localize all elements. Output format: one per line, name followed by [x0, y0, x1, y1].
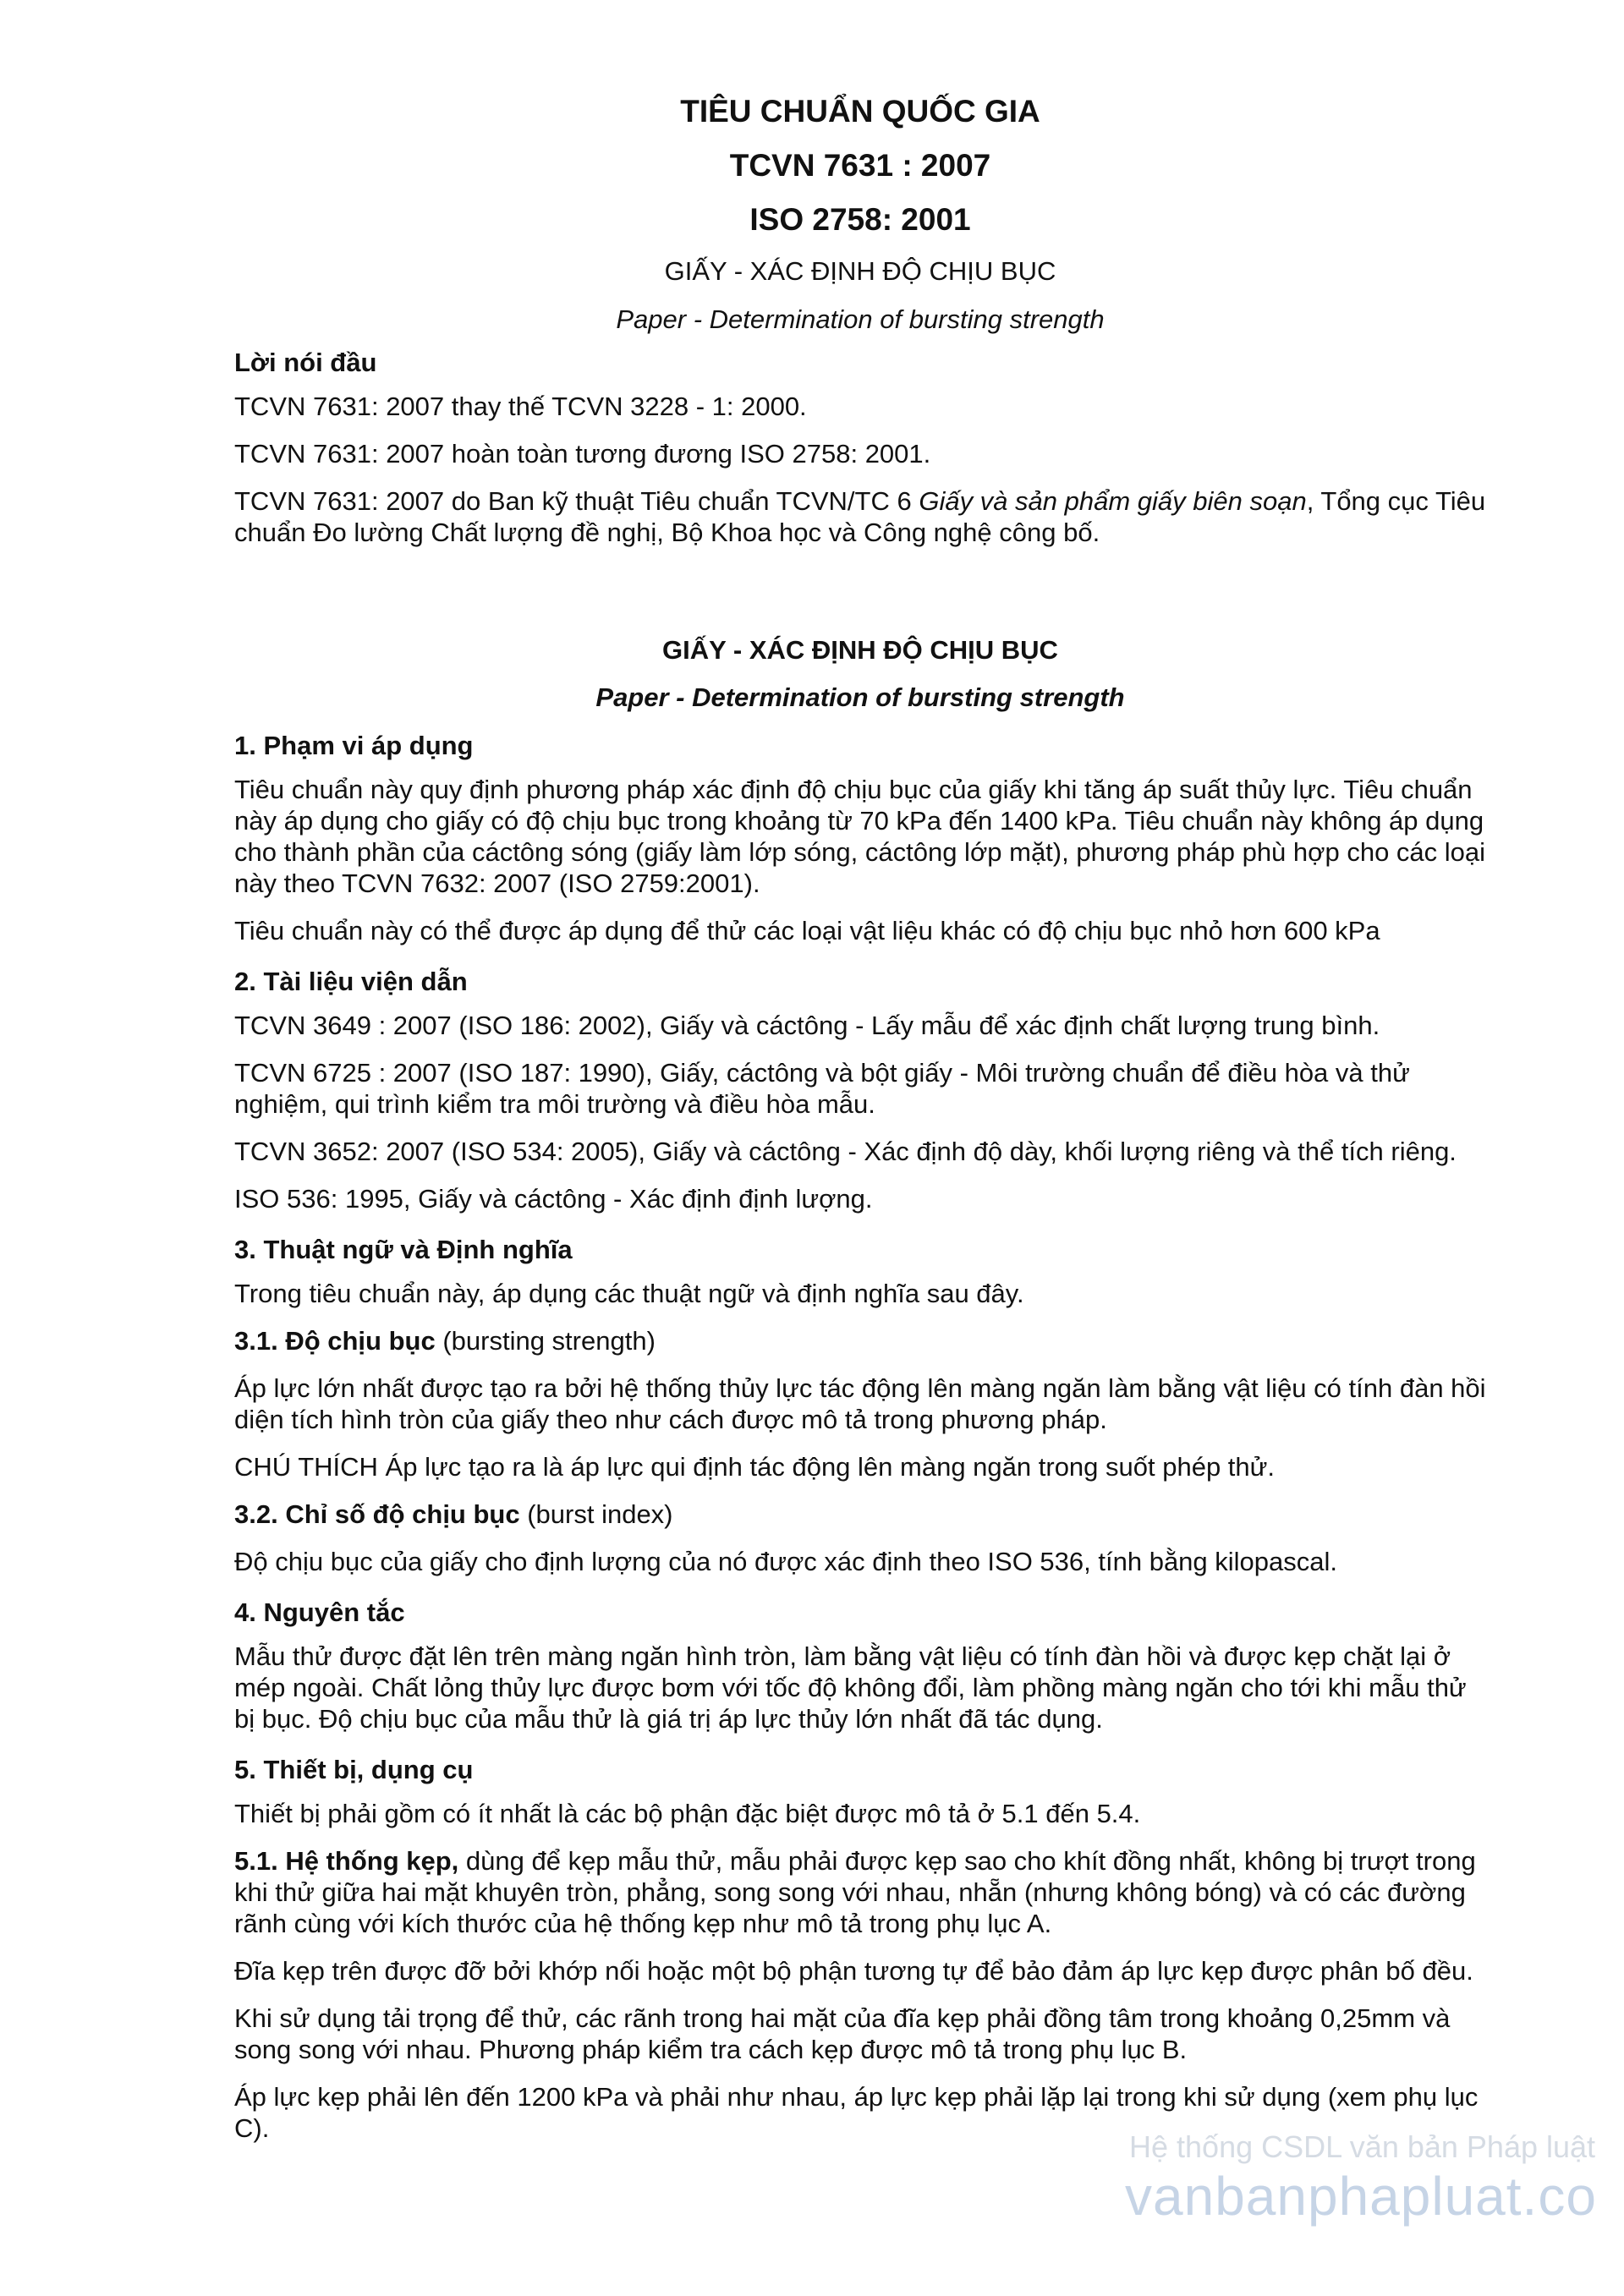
- section-paragraph: Trong tiêu chuẩn này, áp dụng các thuật ngữ và định nghĩa sau đây.: [234, 1279, 1024, 1308]
- foreword-italic-text: Giấy và sản phẩm giấy biên soạn: [919, 486, 1307, 516]
- section-paragraph: Khi sử dụng tải trọng để thử, các rãnh trong hai mặt của đĩa kẹp phải đồng tâm trong khoảng 0,25mm và song song với nhau. Phương pháp kiểm tra cách kẹp được mô tả trong phụ lục B.: [234, 2003, 1451, 2064]
- term-heading: [234, 1325, 1486, 1356]
- foreword-text: TCVN 7631: 2007 do Ban kỹ thuật Tiêu chuẩn TCVN/TC 6: [234, 486, 919, 516]
- section-paragraph: Mẫu thử được đặt lên trên màng ngăn hình tròn, làm bằng vật liệu có tính đàn hồi và được kẹp chặt lại ở mép ngoài. Chất lỏng thủy lực được bơm với tốc độ không đổi, làm phồng màng ngăn cho tới khi mẫu thử bị bục. Độ chịu bục của mẫu thử là giá trị áp lực thủy lớn nhất đã tác dụng.: [234, 1641, 1467, 1734]
- standard-code: TCVN 7631 : 2007: [729, 148, 991, 183]
- term-definition: Độ chịu bục của giấy cho định lượng của nó được xác định theo ISO 536, tính bằng kilopascal.: [234, 1547, 1338, 1576]
- section-heading: 4. Nguyên tắc: [234, 1597, 405, 1627]
- term-english: (burst index): [519, 1499, 673, 1529]
- watermark-caption: Hệ thống CSDL văn bản Pháp luật: [1129, 2129, 1596, 2164]
- watermark-logo-text: vanbanphapluat.co: [1125, 2166, 1597, 2227]
- reference-item: TCVN 3649 : 2007 (ISO 186: 2002), Giấy và cáctông - Lấy mẫu để xác định chất lượng trung bình.: [234, 1011, 1380, 1040]
- clause-label: 5.1. Hệ thống kẹp,: [234, 1846, 459, 1876]
- document-header: [234, 85, 1486, 343]
- document-page: [234, 85, 1486, 2160]
- section-paragraph: Đĩa kẹp trên được đỡ bởi khớp nối hoặc một bộ phận tương tự để bảo đảm áp lực kẹp được phân bố đều.: [234, 1956, 1473, 1986]
- term-label: 3.1. Độ chịu bục: [234, 1326, 436, 1356]
- subtitle-english: Paper - Determination of bursting strength: [616, 304, 1105, 334]
- body-title-english: Paper - Determination of bursting strength: [595, 682, 1125, 712]
- body-title-vietnamese: GIẤY - XÁC ĐỊNH ĐỘ CHỊU BỤC: [662, 635, 1058, 665]
- foreword-text: , Tổng cục Tiêu chuẩn Đo lường Chất lượng đề nghị, Bộ Khoa học và Công nghệ công bố.: [234, 486, 1486, 547]
- section-heading: 1. Phạm vi áp dụng: [234, 731, 474, 760]
- subtitle-vietnamese: GIẤY - XÁC ĐỊNH ĐỘ CHỊU BỤC: [664, 256, 1056, 286]
- reference-item: TCVN 3652: 2007 (ISO 534: 2005), Giấy và cáctông - Xác định độ dày, khối lượng riêng và thể tích riêng.: [234, 1137, 1457, 1166]
- term-definition: Áp lực lớn nhất được tạo ra bởi hệ thống thủy lực tác động lên màng ngăn làm bằng vật liệu có tính đàn hồi diện tích hình tròn của giấy theo như cách được mô tả trong phương pháp.: [234, 1373, 1486, 1434]
- section-paragraph: Tiêu chuẩn này có thể được áp dụng để thử các loại vật liệu khác có độ chịu bục nhỏ hơn 600 kPa: [234, 916, 1380, 945]
- section-heading: 2. Tài liệu viện dẫn: [234, 967, 468, 996]
- section-paragraph: Tiêu chuẩn này quy định phương pháp xác định độ chịu bục của giấy khi tăng áp suất thủy lực. Tiêu chuẩn này áp dụng cho giấy có độ chịu bục trong khoảng từ 70 kPa đến 1400 kPa. Tiêu chuẩn này không áp dụng cho thành phần của cáctông sóng (giấy làm lớp sóng, cáctông lớp mặt), phương pháp phù hợp cho các loại này theo TCVN 7632: 2007 (ISO 2759:2001).: [234, 775, 1486, 898]
- term-note: CHÚ THÍCH Áp lực tạo ra là áp lực qui định tác động lên màng ngăn trong suốt phép thử.: [234, 1452, 1276, 1482]
- foreword-paragraph: [234, 485, 1486, 548]
- section-paragraph: Áp lực kẹp phải lên đến 1200 kPa và phải như nhau, áp lực kẹp phải lặp lại trong khi sử dụng (xem phụ lục C).: [234, 2082, 1479, 2143]
- term-english: (bursting strength): [435, 1326, 656, 1356]
- foreword-paragraph: TCVN 7631: 2007 thay thế TCVN 3228 - 1: 2000.: [234, 392, 807, 421]
- section-heading: 5. Thiết bị, dụng cụ: [234, 1755, 474, 1784]
- section-paragraph: Thiết bị phải gồm có ít nhất là các bộ phận đặc biệt được mô tả ở 5.1 đến 5.4.: [234, 1799, 1141, 1828]
- reference-item: ISO 536: 1995, Giấy và cáctông - Xác định định lượng.: [234, 1184, 873, 1214]
- term-label: 3.2. Chỉ số độ chịu bục: [234, 1499, 520, 1529]
- term-heading: [234, 1499, 1486, 1530]
- reference-item: TCVN 6725 : 2007 (ISO 187: 1990), Giấy, cáctông và bột giấy - Môi trường chuẩn để điều hòa và thử nghiệm, qui trình kiểm tra môi trường và điều hòa mẫu.: [234, 1058, 1410, 1119]
- iso-code: ISO 2758: 2001: [749, 202, 971, 237]
- clause-text: dùng để kẹp mẫu thử, mẫu phải được kẹp sao cho khít đồng nhất, không bị trượt trong khi thử giữa hai mặt khuyên tròn, phẳng, song song với nhau, nhẵn (nhưng không bóng) và có các đường rãnh cùng với kích thước của hệ thống kẹp như mô tả trong phụ lục A.: [234, 1846, 1476, 1938]
- section-paragraph: [234, 1845, 1486, 1939]
- section-heading: 3. Thuật ngữ và Định nghĩa: [234, 1235, 573, 1264]
- foreword-heading: Lời nói đầu: [234, 348, 377, 377]
- document-title: TIÊU CHUẨN QUỐC GIA: [680, 94, 1040, 129]
- foreword-paragraph: TCVN 7631: 2007 hoàn toàn tương đương ISO 2758: 2001.: [234, 439, 931, 469]
